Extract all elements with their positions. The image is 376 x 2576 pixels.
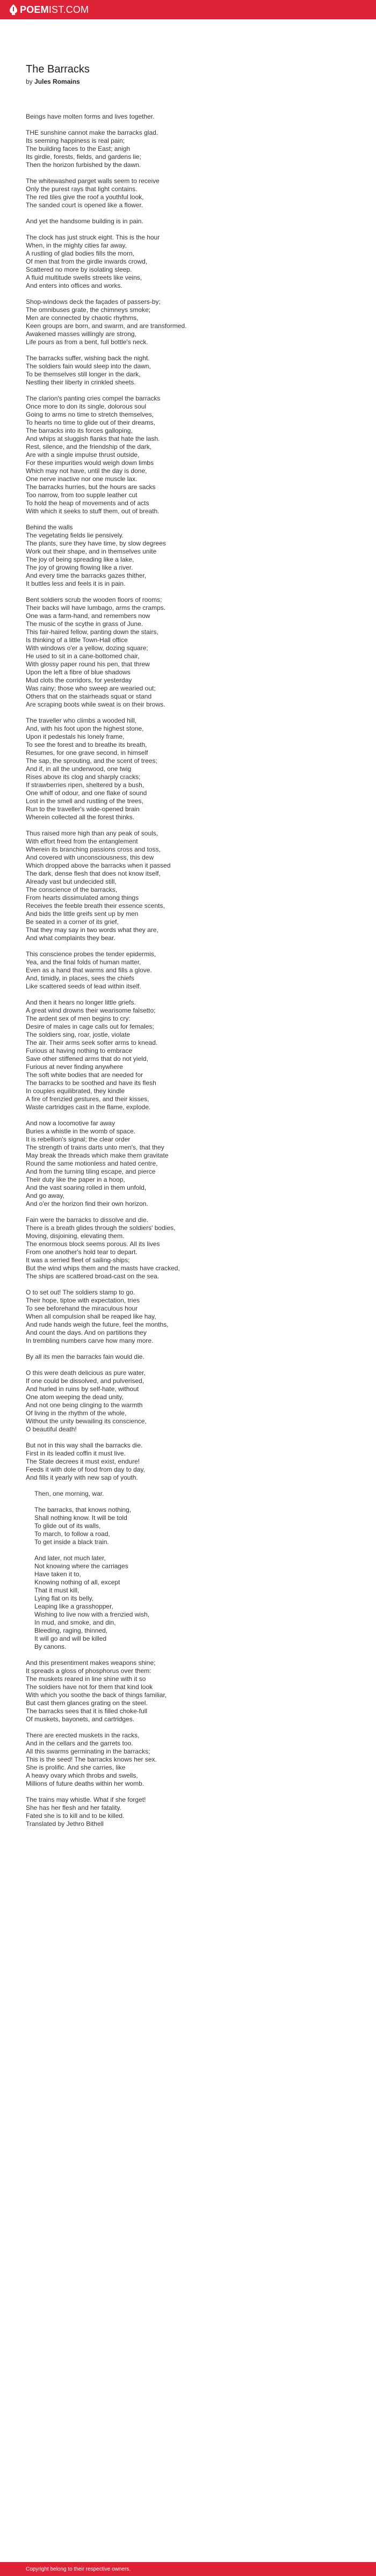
poem-line: Its girdle, forests, fields, and gardens lie; bbox=[26, 153, 141, 161]
poem-stanza bbox=[26, 129, 359, 169]
poem-line: And rude hands weigh the future, feel the months, bbox=[26, 1321, 169, 1328]
byline-label: by bbox=[26, 78, 33, 85]
poem-line: Save other stiffened arms that do not yield, bbox=[26, 1055, 148, 1063]
poem-line: Bleeding, raging, thinned, bbox=[34, 1627, 108, 1634]
poem-line: And, with his foot upon the highest stone, bbox=[26, 725, 144, 732]
poem-line: Millions of future deaths within her womb. bbox=[26, 1780, 144, 1787]
poem-line: Its seeming happiness is real pain; bbox=[26, 137, 125, 144]
poem-line: Are with a single impulse thrust outside, bbox=[26, 451, 140, 459]
poem-line: A fire of frenzied gestures, and their kisses, bbox=[26, 1095, 149, 1103]
poem-line: The barracks to be soothed and have its flesh bbox=[26, 1079, 156, 1087]
poem-line: Already vast but undecided still, bbox=[26, 878, 117, 885]
poem-line: The barracks hurries, but the hours are sacks bbox=[26, 483, 156, 491]
poem-stanza bbox=[26, 999, 359, 1111]
poem-line: Rest, silence, and the friendship of the dark, bbox=[26, 443, 152, 450]
poem-line: One nerve inactive nor one muscle lax. bbox=[26, 475, 138, 483]
poem-line: And bids the little greifs sent up by men bbox=[26, 910, 139, 918]
poem-line: The joy of growing flowing like a river. bbox=[26, 564, 133, 571]
poem-line: Of men that from the girdle inwards crowd, bbox=[26, 258, 148, 265]
poem-line: The dark, dense flesh that does not know itself, bbox=[26, 870, 161, 877]
poem-line: But not in this way shall the barracks die. bbox=[26, 1442, 143, 1449]
poem-line: The conscience of the barracks, bbox=[26, 886, 118, 893]
poem-stanza bbox=[26, 217, 359, 225]
poem-stanza bbox=[26, 1506, 359, 1546]
poem-line: A great wind drowns their wearisome falsetto; bbox=[26, 1007, 156, 1014]
poem-line: Round the same motionless and hated centre, bbox=[26, 1160, 158, 1167]
poem-line: Fated she is to kill and to be killed. bbox=[26, 1812, 125, 1820]
poem-line: Bent soldiers scrub the wooden floors of rooms; bbox=[26, 596, 162, 603]
poem-line: When, in the mighty cities far away, bbox=[26, 242, 127, 249]
poem-line: Work out their shape, and in themselves unite bbox=[26, 548, 157, 555]
poem-line: That they may say in two words what they are, bbox=[26, 926, 158, 934]
poem-line: And, timidly, in places, sees the chiefs bbox=[26, 974, 134, 982]
poem-line: Not knowing where the carriages bbox=[34, 1562, 128, 1570]
poem-line: Rises above its clog and sharply cracks; bbox=[26, 773, 141, 781]
poem-line: But the wind whips them and the masts have cracked, bbox=[26, 1264, 180, 1272]
poem-line: Then, one morning, war. bbox=[34, 1490, 104, 1497]
poem-line: Receives the feeble breath their essence scents, bbox=[26, 902, 165, 909]
poem-line: With which it seeks to stuff them, out of breath. bbox=[26, 507, 160, 515]
poem-line: With which you soothe the back of things familiar, bbox=[26, 1691, 167, 1699]
poem-line: But cast them glances grating on the steel. bbox=[26, 1699, 148, 1707]
poem-title: The Barracks bbox=[26, 63, 90, 75]
poem-line: Awakened masses willingly are strong, bbox=[26, 330, 136, 338]
poem-line: Upon the left a fibre of blue shadows bbox=[26, 668, 131, 676]
poem-line: Their hope, tiptoe with expectation, tries bbox=[26, 1297, 140, 1304]
poem-line: And now a locomotive far away bbox=[26, 1119, 115, 1127]
poem-line: When all compulsion shall be reaped like hay, bbox=[26, 1313, 156, 1320]
poem-stanza bbox=[26, 523, 359, 588]
poem-line: Beings have molten forms and lives together. bbox=[26, 113, 155, 120]
poem-line: Was rainy; those who sweep are wearied out; bbox=[26, 685, 156, 692]
poem-line: And every time the barracks gazes thither, bbox=[26, 572, 147, 579]
poem-line: The trains may whistle. What if she forget! bbox=[26, 1796, 146, 1803]
poem-line: And covered with unconsciousness, this dew bbox=[26, 854, 154, 861]
poem-line: The whitewashed parget walls seem to receive bbox=[26, 177, 160, 185]
poem-stanza bbox=[26, 1731, 359, 1788]
author-link[interactable]: Jules Romains bbox=[34, 78, 80, 85]
poem-line: That it must kill, bbox=[34, 1587, 79, 1594]
poem-stanza bbox=[26, 234, 359, 290]
poem-stanza bbox=[26, 113, 359, 121]
poem-line: And the vast soaring rolled in them unfold, bbox=[26, 1184, 147, 1191]
poem-line: This conscience probes the tender epidermis, bbox=[26, 950, 156, 958]
poem-line: From one another's hold tear to depart. bbox=[26, 1248, 138, 1256]
poem-line: Lost in the smell and rustling of the trees, bbox=[26, 797, 143, 805]
poem-line: To be themselves still longer in the dark, bbox=[26, 370, 141, 378]
poem-line: Run to the traveller's wide-opened brain bbox=[26, 805, 140, 813]
poem-line: Without the unity bewailing its conscience, bbox=[26, 1417, 147, 1425]
poem-line: Knowing nothing of all, except bbox=[34, 1578, 120, 1586]
poem-line: By all its men the barracks fain would die. bbox=[26, 1353, 144, 1360]
poem-line: And whips at sluggish flanks that hate the lash. bbox=[26, 435, 160, 442]
poem-line: And hurled in ruins by self-hate, without bbox=[26, 1385, 139, 1393]
poem-stanza bbox=[26, 354, 359, 387]
poem-line: Resumes, for one grave second, in himself bbox=[26, 749, 148, 756]
poem-content bbox=[26, 62, 359, 1836]
poem-line: With glossy paper round his pen, that threw bbox=[26, 660, 150, 668]
poem-line: To see the forest and to breathe its breath, bbox=[26, 741, 147, 748]
poem-line: Men are connected by chaotic rhythms, bbox=[26, 314, 139, 322]
poemist-pen-icon bbox=[9, 4, 18, 15]
poem-line: To hearts no time to glide out of their dreams, bbox=[26, 419, 155, 426]
poem-line: The soft white bodies that are needed for bbox=[26, 1071, 143, 1079]
brand-name bbox=[20, 4, 89, 15]
poem-line: It is rebellion's signal; the clear order bbox=[26, 1136, 131, 1143]
poem-line: This is the seed! The barracks knows her sex. bbox=[26, 1756, 157, 1763]
poem-line: The joy of being spreading like a lake, bbox=[26, 556, 134, 563]
poem-line: And fills it yearly with new sap of youth. bbox=[26, 1474, 138, 1481]
poem-line: Thus raised more high than any peak of souls, bbox=[26, 829, 158, 837]
poem-stanza bbox=[26, 1442, 359, 1482]
poem-line: And what complaints they bear. bbox=[26, 934, 115, 942]
poem-byline bbox=[26, 77, 359, 86]
poem-line: With windows o'er a yellow, dozing square; bbox=[26, 644, 148, 652]
poem-line: The barracks suffer, wishing back the night. bbox=[26, 354, 150, 362]
poem-line: It will go and will be killed bbox=[34, 1635, 107, 1642]
poem-line: The omnibuses grate, the chimneys smoke; bbox=[26, 306, 151, 314]
poem-line: Their duty like the paper in a hoop, bbox=[26, 1176, 125, 1183]
poem-line: Too narrow, from too supple leather cut bbox=[26, 491, 138, 499]
poem-line: It buttles less and feels it is in pain. bbox=[26, 580, 126, 587]
poem-line: There is a breath glides through the soldiers' bodies, bbox=[26, 1224, 176, 1232]
site-logo[interactable] bbox=[9, 4, 89, 15]
poem-line: Leaping like a grasshopper, bbox=[34, 1603, 113, 1610]
poem-line: She is prolific. And she carries, like bbox=[26, 1764, 126, 1771]
poem-line: Are scraping boots while sweat is on their brows. bbox=[26, 701, 165, 708]
poem-line: The barracks sees that it is filled choke-full bbox=[26, 1707, 148, 1715]
poem-line: The clarion's panting cries compel the barracks bbox=[26, 395, 161, 402]
poem-line: It was a serried fleet of sailing-ships; bbox=[26, 1256, 130, 1264]
poem-line: Furious at never finding anywhere bbox=[26, 1063, 123, 1071]
poem-line: And count the days. And on partitions they bbox=[26, 1329, 147, 1336]
poem-line: And this presentiment makes weapons shine; bbox=[26, 1659, 156, 1667]
poem-line: From hearts dissimulated among things bbox=[26, 894, 139, 901]
poem-line: Even as a hand that warms and fills a glove. bbox=[26, 966, 152, 974]
poem-line: It spreads a gloss of phosphorus over them: bbox=[26, 1667, 151, 1675]
poem-stanza bbox=[26, 298, 359, 346]
poem-line: Only the purest rays that light contains. bbox=[26, 185, 138, 193]
poem-line: To get inside a black train. bbox=[34, 1538, 109, 1546]
poem-line: The air. Their arms seek softer arms to knead. bbox=[26, 1039, 158, 1046]
poem-line: Shall nothing know. It will be told bbox=[34, 1514, 127, 1522]
poem-stanza bbox=[26, 1796, 359, 1828]
poem-line: Translated by Jethro Bithell bbox=[26, 1820, 104, 1828]
poem-line: A fluid multitude swells streets like veins, bbox=[26, 274, 142, 281]
poem-line: Behind the walls bbox=[26, 523, 73, 531]
poem-line: Desire of males in cage calls out for females; bbox=[26, 1023, 154, 1030]
poem-line: And go away, bbox=[26, 1192, 64, 1199]
poem-line: Like scattered seeds of lead within itself. bbox=[26, 983, 141, 990]
poem-line: Fain were the barracks to dissolve and die. bbox=[26, 1216, 149, 1224]
poem-line: Wherein its branching passions cross and toss, bbox=[26, 846, 161, 853]
brand-name-bold: POEM bbox=[20, 4, 49, 15]
poem-line: The soldiers fain would sleep into the dawn, bbox=[26, 362, 151, 370]
poem-line: If one could be dissolved, and pulverised, bbox=[26, 1377, 144, 1385]
poem-line: To glide out of its walls, bbox=[34, 1522, 101, 1530]
poem-line: Upon it pedestals his lonely frame, bbox=[26, 733, 125, 740]
poem-line: This fair-haired fellow, panting down the stairs, bbox=[26, 628, 158, 636]
poem-line: And later, not much later, bbox=[34, 1554, 106, 1562]
poem-line: And from the turning tiling escape, and pierce bbox=[26, 1168, 156, 1175]
poem-line: The vegetating fields lie pensively. bbox=[26, 532, 124, 539]
poem-line: THE sunshine cannot make the barracks glad. bbox=[26, 129, 158, 136]
poem-line: And not one being clinging to the warmth bbox=[26, 1401, 143, 1409]
poem-line: The plants, sure they have time, by slow degrees bbox=[26, 540, 166, 547]
poem-line: The barracks into its forces galloping, bbox=[26, 427, 133, 434]
poem-line: In mud, and smoke, and din, bbox=[34, 1619, 116, 1626]
poem-line: The red tiles give the roof a youthful look, bbox=[26, 193, 144, 201]
poem-stanza bbox=[26, 1490, 359, 1498]
poem-line: One atom weeping the dead unity, bbox=[26, 1393, 124, 1401]
poem-line: Have taken it to, bbox=[34, 1570, 81, 1578]
poem-line: Feeds it with dole of food from day to day, bbox=[26, 1466, 145, 1473]
poem-line: And o'er the horizon find their own horizon. bbox=[26, 1200, 148, 1207]
poem-line: The muskets reared in line shine with it so bbox=[26, 1675, 146, 1683]
poem-line: By canons. bbox=[34, 1643, 67, 1650]
poem-line: Of muskets, bayonets, and cartridges. bbox=[26, 1715, 135, 1723]
poem-line: She has her flesh and her fatality. bbox=[26, 1804, 121, 1811]
poem-line: Others that on the stairheads squat or stand bbox=[26, 693, 152, 700]
poem-line: The building faces to the East; anigh bbox=[26, 145, 131, 152]
poem-line: O to set out! The soldiers stamp to go. bbox=[26, 1289, 135, 1296]
poem-line: Of living in the rhythm of the whole, bbox=[26, 1409, 127, 1417]
poem-line: Once more to don its single, dolorous soul bbox=[26, 403, 147, 410]
poem-line: Furious at having nothing to embrace bbox=[26, 1047, 133, 1054]
poem-line: Then the horizon furbished by the dawn. bbox=[26, 161, 141, 169]
poem-line: To march, to follow a road, bbox=[34, 1530, 110, 1538]
poem-line: Is thinking of a little Town-Hall office bbox=[26, 636, 128, 644]
poem-stanza bbox=[26, 177, 359, 209]
poem-line: O this were death delicious as pure water, bbox=[26, 1369, 146, 1377]
poem-line: The ardent sex of men begins to cry: bbox=[26, 1015, 131, 1022]
brand-name-light: IST.COM bbox=[48, 4, 89, 15]
poem-line: A heavy ovary which throbs and swells, bbox=[26, 1772, 138, 1779]
poem-line: Shop-windows deck the façades of passers-by; bbox=[26, 298, 161, 305]
poem-line: Yea, and the final folds of human matter, bbox=[26, 958, 141, 966]
poem-line: One whiff of odour, and one flake of sound bbox=[26, 789, 147, 797]
poem-line: In couples equilibrated, they kindle bbox=[26, 1087, 125, 1095]
poem-line: And enters into offices and works. bbox=[26, 282, 122, 289]
poem-line: And then it hears no longer little griefs. bbox=[26, 999, 136, 1006]
poem-line: The sap, the sprouting, and the scent of trees; bbox=[26, 757, 157, 765]
poem-stanza bbox=[26, 1353, 359, 1361]
poem-line: There are erected muskets in the racks, bbox=[26, 1731, 140, 1739]
poem-line: A rustling of glad bodies fills the morn, bbox=[26, 250, 135, 257]
poem-line: First in its leaded coffin it must live. bbox=[26, 1450, 126, 1457]
poem-line: To see beforehand the miraculous hour bbox=[26, 1305, 138, 1312]
poem-line: The sanded court is opened like a flower. bbox=[26, 201, 143, 209]
poem-stanza bbox=[26, 1369, 359, 1433]
poem-line: And yet the handsome building is in pain. bbox=[26, 217, 143, 225]
poem-stanza bbox=[26, 1554, 359, 1651]
poem-line: Mud clots the corridors, for yesterday bbox=[26, 676, 132, 684]
poem-line: Keen groups are born, and swarm, and are transformed. bbox=[26, 322, 187, 330]
poem-line: The clock has just struck eight. This is the hour bbox=[26, 234, 160, 241]
poem-line: The barracks, that knows nothing, bbox=[34, 1506, 132, 1513]
poem-body bbox=[26, 113, 359, 1828]
poem-stanza bbox=[26, 1289, 359, 1345]
poem-line: Waste cartridges cast in the flame, explode. bbox=[26, 1103, 151, 1111]
poem-stanza bbox=[26, 1119, 359, 1208]
poem-line: The State decrees it must exist, endure! bbox=[26, 1458, 140, 1465]
poem-line: Nestling their liberty in crinkled sheets. bbox=[26, 379, 136, 386]
copyright-text: Copyright belong to their respective owners. bbox=[26, 2566, 131, 2572]
poem-stanza bbox=[26, 1216, 359, 1280]
poem-line: For these impurities would weigh down limbs bbox=[26, 459, 154, 467]
poem-stanza bbox=[26, 1659, 359, 1723]
poem-line: Moving, disjoining, elevating them. bbox=[26, 1232, 125, 1240]
poem-line: To hold the heap of movements and of acts bbox=[26, 499, 149, 507]
poem-stanza bbox=[26, 717, 359, 821]
poem-line: Going to arms no time to stretch themselves, bbox=[26, 411, 154, 418]
poem-line: The music of the scythe in grass of June. bbox=[26, 620, 143, 628]
poem-stanza bbox=[26, 596, 359, 709]
poem-line: Which may not have, until the day is done, bbox=[26, 467, 147, 475]
poem-line: He used to sit in a cane-bottomed chair, bbox=[26, 652, 140, 660]
site-footer bbox=[0, 2562, 376, 2576]
poem-line: Life pours as from a bent, full bottle's neck. bbox=[26, 338, 148, 346]
poem-line: The enormous block seems porous. All its lives bbox=[26, 1240, 160, 1248]
poem-line: The ships are scattered broad-cast on the sea. bbox=[26, 1272, 160, 1280]
poem-line: The traveller who climbs a wooded hill, bbox=[26, 717, 137, 724]
poem-line: Their backs will have lumbago, arms the cramps. bbox=[26, 604, 166, 612]
poem-line: Which dropped above the barracks when it passed bbox=[26, 862, 171, 869]
poem-line: Be seated in a corner of its grief, bbox=[26, 918, 119, 926]
poem-line: The soldiers have not for them that kind look bbox=[26, 1683, 153, 1691]
poem-line: Wishing to live now with a frenzied wish, bbox=[34, 1611, 150, 1618]
site-header bbox=[0, 0, 376, 19]
poem-line: In trembling numbers carve how many more. bbox=[26, 1337, 154, 1344]
poem-line: If strawberries ripen, sheltered by a bush, bbox=[26, 781, 144, 789]
poem-line: Lying flat on its belly, bbox=[34, 1595, 94, 1602]
poem-stanza bbox=[26, 829, 359, 942]
poem-stanza bbox=[26, 950, 359, 991]
poem-line: And if, in all the underwood, one twig bbox=[26, 765, 132, 773]
poem-stanza bbox=[26, 395, 359, 515]
poem-line: Buries a whistle in the womb of space. bbox=[26, 1127, 136, 1135]
poem-line: Wherein collected all the forest thinks. bbox=[26, 813, 135, 821]
poem-line: May break the threads which make them gravitate bbox=[26, 1152, 169, 1159]
poem-line: And in the cellars and the garrets too. bbox=[26, 1740, 133, 1747]
poem-line: The soldiers sing, roar, jostle, violate bbox=[26, 1031, 131, 1038]
poem-line: O beautiful death! bbox=[26, 1425, 77, 1433]
poem-line: All this swarms germinating in the barracks; bbox=[26, 1748, 150, 1755]
poem-line: Scattered no more by isolating sleep. bbox=[26, 266, 132, 273]
poem-line: One was a farm-hand, and remembers now bbox=[26, 612, 150, 620]
poem-line: The strength of trains darts unto men's, that they bbox=[26, 1144, 164, 1151]
poem-line: With effort freed from the entanglement bbox=[26, 838, 138, 845]
